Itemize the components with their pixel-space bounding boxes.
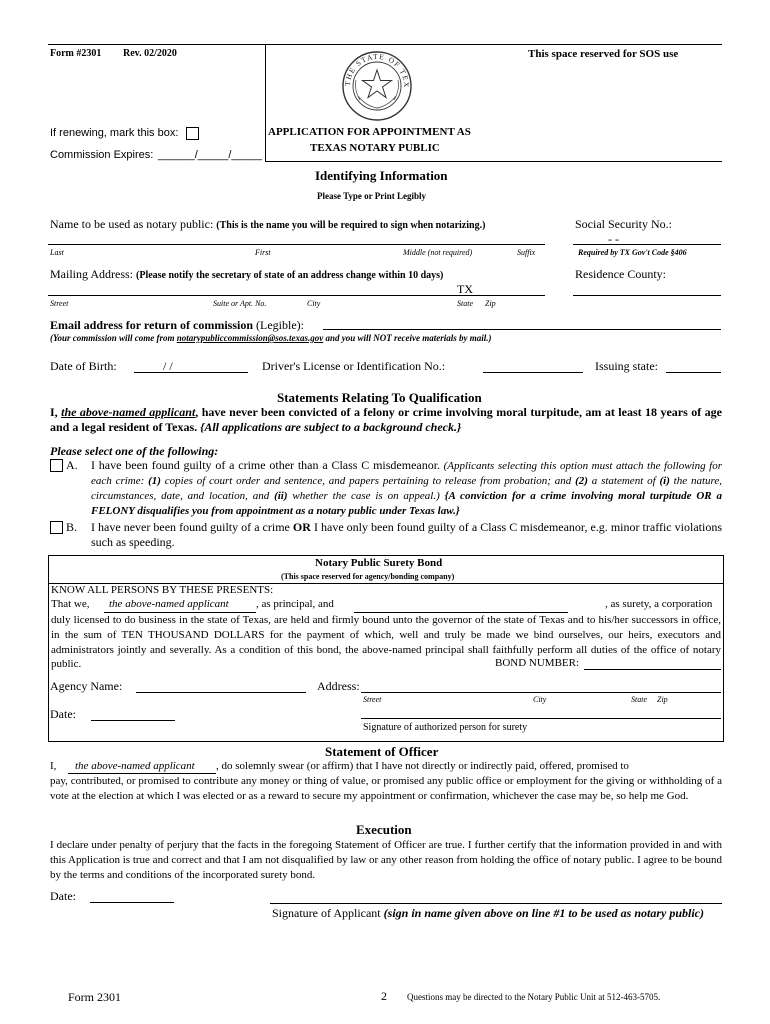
dob-field[interactable] (134, 372, 248, 373)
bond-that-we: That we, (51, 598, 90, 610)
dob-label: Date of Birth: (50, 359, 117, 373)
bond-know-all: KNOW ALL PERSONS BY THESE PRESENTS: (51, 584, 274, 596)
mailing-address-field[interactable] (48, 295, 545, 296)
bond-date-label: Date: (50, 707, 76, 721)
email-note: (Your commission will come from notarypubliccommission@sos.texas.gov and you will NOT receive materials by mail.) (50, 333, 492, 343)
option-a-letter: A. (66, 458, 78, 472)
qualification-statement: I, the above-named applicant, have never been convicted of a felony or crime involving moral turpitude, am at least 18 years of age and a legal resident of Texas. {All applications are subject to a background check.} (50, 405, 722, 434)
surety-bond-section (48, 555, 724, 742)
officer-line1: , do solemnly swear (or affirm) that I have not directly or indirectly paid, offered, promised to (216, 760, 629, 772)
option-b-text: I have never been found guilty of a crime OR I have only been found guilty of a Class C misdemeanor, e.g. minor traffic violations such as speeding. (91, 520, 723, 549)
name-field[interactable] (48, 244, 545, 245)
issuing-state-label: Issuing state: (595, 359, 658, 373)
form-title-line2: TEXAS NOTARY PUBLIC (310, 142, 440, 154)
form-title-line1: APPLICATION FOR APPOINTMENT AS (268, 126, 471, 138)
svg-text:THE STATE OF TEXAS: THE STATE OF TEX (342, 51, 412, 89)
qualification-heading: Statements Relating To Qualification (277, 390, 482, 405)
ssn-required-note: Required by TX Gov't Code §406 (578, 248, 687, 257)
ssn-dashes: - - (608, 232, 619, 246)
address-part-street: Street (50, 299, 69, 308)
name-part-middle: Middle (not required) (403, 248, 473, 257)
residence-county-label: Residence County: (575, 267, 666, 281)
option-a-text: I have been found guilty of a crime other than a Class C misdemeanor. (Applicants selecting this option must attach the following for each crime: (1) copies of court order and sentence, and papers pertaining to release from probation; and (2) a statement of (i) the nature, circumstances, date, and location, and (ii) whether the case is on appeal.) {A conviction for a crime involving moral turpitude OR a FELONY disqualifies you from appointment as a notary public under Texas law.} (91, 458, 723, 517)
execution-date-label: Date: (50, 889, 76, 903)
address-part-suite: Suite or Apt. No. (213, 299, 267, 308)
commission-expires-field[interactable]: ______/_____/_____ (158, 149, 262, 161)
bond-address-zip: Zip (657, 695, 668, 704)
applicant-signature-field[interactable] (270, 903, 722, 904)
officer-heading: Statement of Officer (325, 744, 439, 759)
officer-applicant-name: the above-named applicant (75, 760, 195, 772)
officer-body: pay, contributed, or promised to contribute any money or thing of value, or promised any public office or employment for the giving or withholding of a vote at the election at which I was elected or as a reward to secure my appointment or confirmation, whichever the case may be, so help me God. (50, 775, 722, 802)
select-one-label: Please select one of the following: (50, 444, 219, 458)
bond-address-city: City (533, 695, 547, 704)
bond-number-label: BOND NUMBER: (495, 657, 580, 669)
address-part-city: City (307, 299, 321, 308)
identifying-subheading: Please Type or Print Legibly (317, 191, 426, 201)
dob-separators: / / (163, 359, 173, 373)
agency-name-field[interactable] (136, 692, 306, 693)
name-part-last: Last (50, 248, 64, 257)
bond-address-field[interactable] (361, 692, 721, 693)
footer-questions: Questions may be directed to the Notary Public Unit at 512-463-5705. (407, 992, 661, 1002)
email-field[interactable] (323, 329, 721, 330)
agency-name-label: Agency Name: (50, 679, 123, 693)
applicant-signature-label: Signature of Applicant (sign in name given above on line #1 to be used as notary public) (272, 906, 704, 920)
drivers-license-label: Driver's License or Identification No.: (262, 359, 446, 373)
bond-as-principal: , as principal, and (256, 598, 334, 610)
commission-expires-label: Commission Expires: (50, 149, 154, 161)
officer-i: I, (50, 760, 57, 772)
option-b-letter: B. (66, 520, 78, 534)
surety-signature-label: Signature of authorized person for surety (363, 722, 528, 733)
bond-date-field[interactable] (91, 720, 175, 721)
surety-signature-field[interactable] (361, 718, 721, 719)
ssn-field[interactable] (573, 244, 721, 245)
bond-principal-name: the above-named applicant (109, 598, 229, 610)
texas-state-seal (340, 50, 414, 122)
name-label: Name to be used as notary public: (This is the name you will be required to sign when notarizing.) (50, 217, 486, 231)
name-part-suffix: Suffix (517, 248, 536, 257)
option-a-checkbox[interactable] (50, 459, 63, 472)
option-b-checkbox[interactable] (50, 521, 63, 534)
form-number: Form #2301 (50, 48, 102, 59)
sos-reserved-label: This space reserved for SOS use (528, 48, 679, 60)
name-part-first: First (255, 248, 271, 257)
bond-heading: Notary Public Surety Bond (315, 557, 443, 569)
bond-number-field[interactable] (584, 669, 721, 670)
bond-as-surety: , as surety, a corporation (605, 598, 713, 610)
bond-body: duly licensed to do business in the state of Texas, are held and firmly bound unto the governor of the state of Texas and to his/her successors in office, in the sum of TEN THOUSAND DOLLARS for the payment of which, well and truly be made we bind ourselves, our heirs, executors and administrators jointly and severally. As a condition of this bond, the above-named principal shall faithfully perform all duties of the office of notary public. (51, 614, 721, 671)
page-number: 2 (381, 989, 387, 1003)
residence-county-field[interactable] (573, 295, 721, 296)
email-label: Email address for return of commission (Legible): (50, 318, 304, 332)
bond-address-street: Street (363, 695, 382, 704)
address-part-zip: Zip (485, 299, 496, 308)
bond-subheading: (This space reserved for agency/bonding company) (281, 572, 455, 581)
renewing-label: If renewing, mark this box: (50, 127, 179, 139)
renewing-checkbox[interactable] (186, 127, 199, 140)
address-part-state: State (457, 299, 473, 308)
issuing-state-field[interactable] (666, 372, 721, 373)
revision: Rev. 02/2020 (123, 48, 177, 59)
state-value: TX (457, 282, 473, 296)
drivers-license-field[interactable] (483, 372, 583, 373)
mailing-address-label: Mailing Address: (Please notify the secretary of state of an address change within 10 days) (50, 267, 444, 281)
execution-date-field[interactable] (90, 902, 174, 903)
footer-form: Form 2301 (68, 990, 122, 1004)
execution-heading: Execution (356, 822, 412, 837)
bond-address-label: Address: (317, 679, 360, 693)
ssn-label: Social Security No.: (575, 217, 672, 231)
identifying-heading: Identifying Information (315, 168, 448, 183)
bond-address-state: State (631, 695, 647, 704)
execution-body: I declare under penalty of perjury that the facts in the foregoing Statement of Officer are true. I further certify that the information provided in and with this Application is true and correct and that I am not disqualified by law or any other reason from holding the office of notary public. I agree to be bound by the terms and conditions of the incorporated surety bond. (50, 839, 722, 881)
